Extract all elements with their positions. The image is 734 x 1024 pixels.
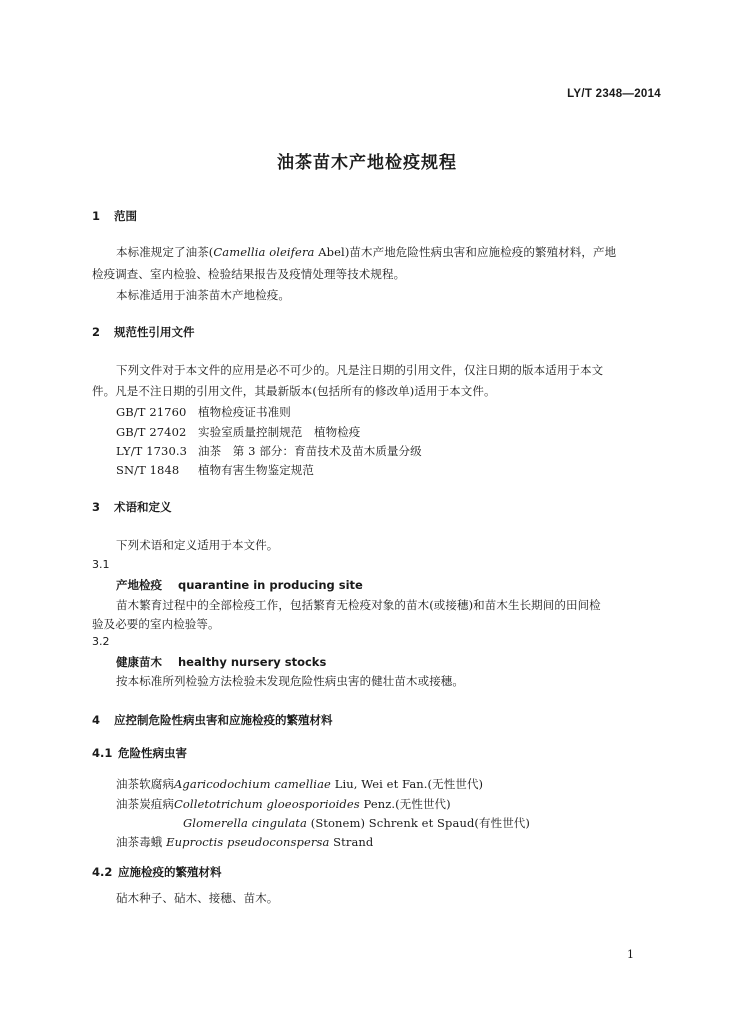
- reference-code: GB/T 21760: [116, 405, 187, 419]
- subsection-4-2-text: 砧木种子、砧木、接穗、苗木。: [116, 891, 279, 905]
- section-1-para-1-line-1: [116, 244, 616, 260]
- section-4-heading: [92, 712, 333, 728]
- text-run: Abel)苗木产地危险性病虫害和应施检疫的繁殖材料，产地: [314, 245, 617, 259]
- section-1-para-2: 本标准适用于油茶苗木产地检疫。: [116, 288, 290, 302]
- subsection-4-1-heading: [92, 745, 187, 761]
- term-definition-line-1: 按本标准所列检验方法检验未发现危险性病虫害的健壮苗木或接穗。: [116, 674, 464, 688]
- pest-item: [116, 834, 373, 850]
- pest-item: [116, 796, 451, 812]
- pest-authority: Liu, Wei et Fan.(无性世代): [330, 777, 484, 791]
- section-1-para-1-line-2: 检疫调查、室内检验、检验结果报告及疫情处理等技术规程。: [92, 267, 406, 281]
- reference-code: SN/T 1848: [116, 463, 180, 477]
- reference-item: [116, 462, 314, 478]
- subsection-title: 危险性病虫害: [118, 746, 187, 760]
- page-number: 1: [627, 948, 634, 961]
- latin-name: Camellia oleifera: [213, 245, 315, 259]
- pest-name-zh: 油茶炭疽病: [116, 797, 174, 811]
- pest-authority: (Stonem) Schrenk et Spaud(有性世代): [306, 816, 530, 830]
- reference-item: [116, 404, 291, 420]
- term-number: 3.1: [92, 558, 110, 571]
- reference-title: 实验室质量控制规范 植物检疫: [198, 425, 361, 439]
- subsection-number: 4.2: [92, 865, 113, 879]
- section-number: 2: [92, 325, 101, 339]
- pest-latin-name: Colletotrichum gloeosporioides: [174, 797, 360, 811]
- term-definition-line-1: 苗木繁育过程中的全部检疫工作，包括繁育无检疫对象的苗木(或接穗)和苗木生长期间的田间检: [116, 598, 601, 612]
- section-number: 3: [92, 500, 101, 514]
- pest-item: [183, 815, 530, 831]
- pest-name-zh: 油茶软腐病: [116, 777, 174, 791]
- term-zh: 产地检疫: [116, 578, 162, 592]
- pest-latin-name: Euproctis pseudoconspersa: [166, 835, 330, 849]
- section-number: 4: [92, 713, 101, 727]
- pest-latin-name: Glomerella cingulata: [183, 816, 307, 830]
- reference-code: LY/T 1730.3: [116, 444, 188, 458]
- pest-authority: Strand: [329, 835, 374, 849]
- section-2-heading: [92, 324, 195, 340]
- reference-item: [116, 424, 360, 440]
- document-title: 油茶苗木产地检疫规程: [277, 153, 457, 173]
- section-1-heading: [92, 208, 137, 224]
- section-2-intro-line-1: 下列文件对于本文件的应用是必不可少的。凡是注日期的引用文件，仅注日期的版本适用于本文: [116, 363, 604, 377]
- section-number: 1: [92, 209, 101, 223]
- pest-authority: Penz.(无性世代): [359, 797, 451, 811]
- pest-name-zh: 油茶毒蛾: [116, 835, 163, 849]
- section-title: 范围: [114, 209, 137, 223]
- subsection-number: 4.1: [92, 746, 113, 760]
- section-2-intro-line-2: 件。凡是不注日期的引用文件，其最新版本(包括所有的修改单)适用于本文件。: [92, 384, 496, 398]
- term-heading: [116, 654, 326, 670]
- reference-title: 植物检疫证书准则: [198, 405, 291, 419]
- term-number: 3.2: [92, 635, 110, 648]
- term-definition-line-2: 验及必要的室内检验等。: [92, 617, 220, 631]
- pest-latin-name: Agaricodochium camelliae: [174, 777, 331, 791]
- section-title: 规范性引用文件: [114, 325, 195, 339]
- term-heading: [116, 577, 363, 593]
- section-3-intro: 下列术语和定义适用于本文件。: [116, 538, 279, 552]
- reference-title: 植物有害生物鉴定规范: [198, 463, 314, 477]
- term-en: healthy nursery stocks: [178, 655, 327, 669]
- term-en: quarantine in producing site: [178, 578, 363, 592]
- section-title: 术语和定义: [114, 500, 172, 514]
- reference-item: [116, 443, 422, 459]
- text-run: 本标准规定了油茶(: [116, 245, 214, 259]
- section-title: 应控制危险性病虫害和应施检疫的繁殖材料: [114, 713, 333, 727]
- subsection-4-2-heading: [92, 864, 222, 880]
- reference-code: GB/T 27402: [116, 425, 187, 439]
- section-3-heading: [92, 499, 172, 515]
- term-zh: 健康苗木: [116, 655, 162, 669]
- subsection-title: 应施检疫的繁殖材料: [118, 865, 222, 879]
- reference-title: 油茶 第 3 部分：育苗技术及苗木质量分级: [198, 444, 422, 458]
- standard-code: LY/T 2348—2014: [567, 88, 661, 100]
- pest-item: [116, 776, 483, 792]
